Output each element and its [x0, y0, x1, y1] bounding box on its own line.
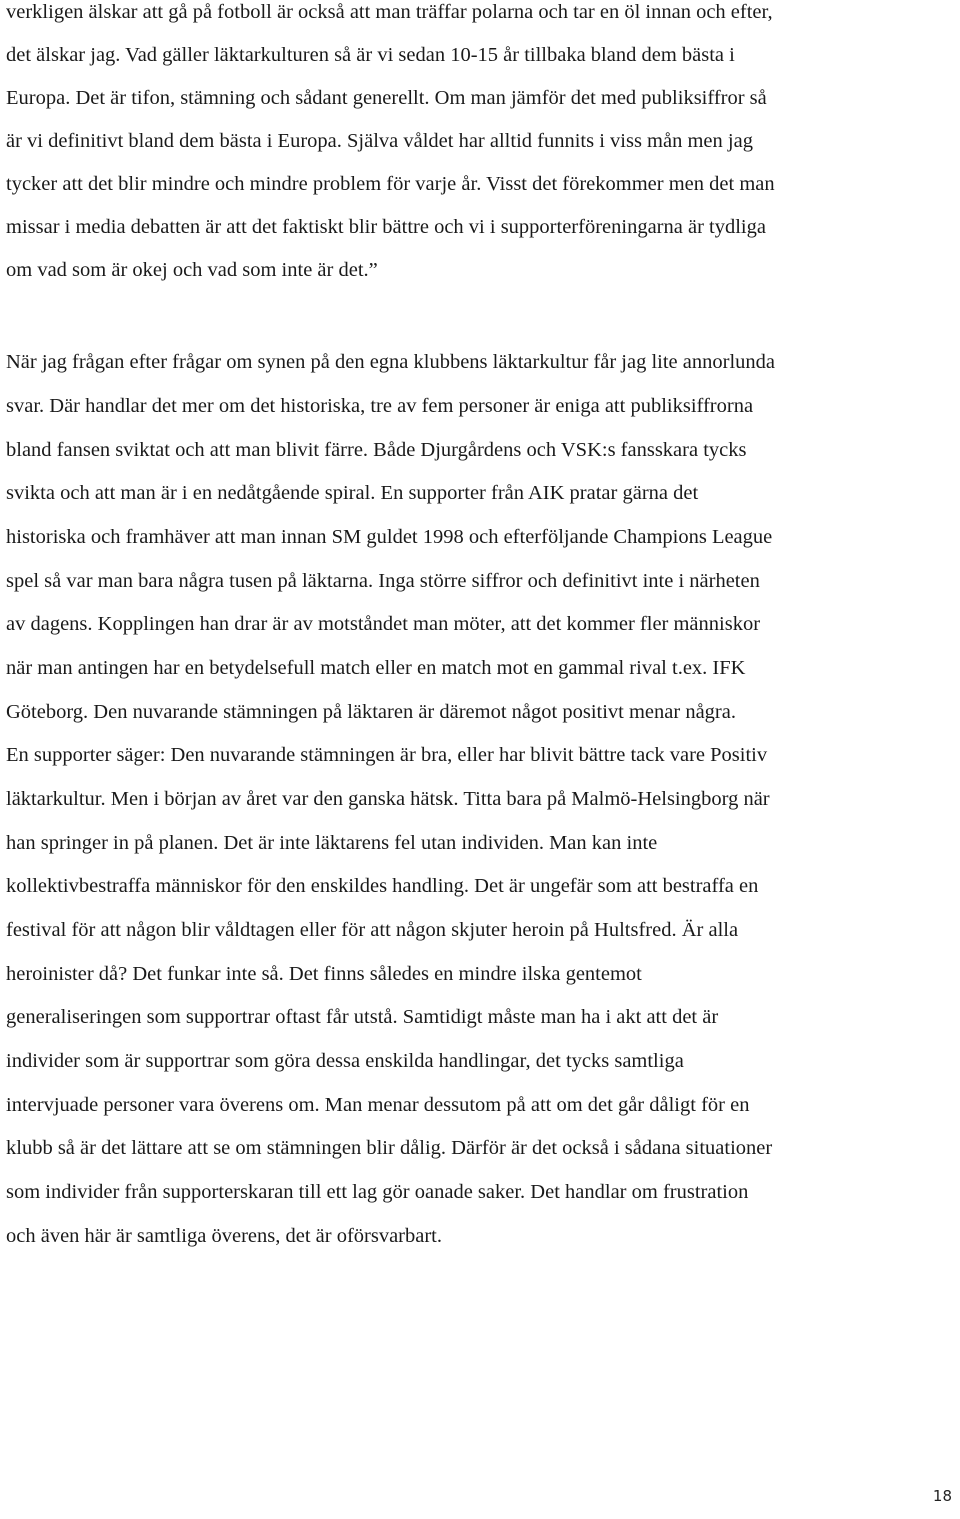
- text-line: generaliseringen som supportrar oftast får utstå. Samtidigt måste man ha i akt att det är: [6, 1006, 719, 1028]
- text-line: klubb så är det lättare att se om stämningen blir dålig. Därför är det också i sådana situationer: [6, 1137, 773, 1159]
- text-line: När jag frågan efter frågar om synen på den egna klubbens läktarkultur får jag lite annorlunda: [6, 351, 776, 373]
- text-line: kollektivbestraffa människor för den enskildes handling. Det är ungefär som att bestraffa en: [6, 875, 759, 897]
- text-line: heroinister då? Det funkar inte så. Det finns således en mindre ilska gentemot: [6, 963, 642, 985]
- page-number: 18: [932, 1487, 952, 1505]
- text-line: Europa. Det är tifon, stämning och sådant generellt. Om man jämför det med publiksiffror så: [6, 87, 767, 109]
- text-line: missar i media debatten är att det faktiskt blir bättre och vi i supporterföreningarna är tydliga: [6, 216, 766, 238]
- text-line: när man antingen har en betydelsefull match eller en match mot en gammal rival t.ex. IFK: [6, 657, 746, 679]
- text-line: spel så var man bara några tusen på läktarna. Inga större siffror och definitivt inte i närheten: [6, 570, 760, 592]
- text-line: individer som är supportrar som göra dessa enskilda handlingar, det tycks samtliga: [6, 1050, 684, 1072]
- text-line: svar. Där handlar det mer om det historiska, tre av fem personer är eniga att publiksiffrorna: [6, 395, 754, 417]
- text-line: svikta och att man är i en nedåtgående spiral. En supporter från AIK pratar gärna det: [6, 482, 699, 504]
- text-line: Göteborg. Den nuvarande stämningen på läktaren är däremot något positivt menar några.: [6, 701, 736, 723]
- text-line: av dagens. Kopplingen han drar är av motståndet man möter, att det kommer fler människor: [6, 613, 761, 635]
- text-line: En supporter säger: Den nuvarande stämningen är bra, eller har blivit bättre tack vare Positiv: [6, 744, 768, 766]
- text-line: bland fansen sviktat och att man blivit färre. Både Djurgårdens och VSK:s fansskara tycks: [6, 439, 747, 461]
- text-line: som individer från supporterskaran till ett lag gör oanade saker. Det handlar om frustration: [6, 1181, 749, 1203]
- text-line: tycker att det blir mindre och mindre problem för varje år. Visst det förekommer men det man: [6, 173, 775, 195]
- text-line: intervjuade personer vara överens om. Man menar dessutom på att om det går dåligt för en: [6, 1094, 750, 1116]
- text-line: är vi definitivt bland dem bästa i Europa. Själva våldet har alltid funnits i viss mån men jag: [6, 130, 753, 152]
- text-line: han springer in på planen. Det är inte läktarens fel utan individen. Man kan inte: [6, 832, 658, 854]
- text-line: och även här är samtliga överens, det är oförsvarbart.: [6, 1225, 443, 1247]
- text-line: om vad som är okej och vad som inte är det.”: [6, 259, 378, 281]
- text-line: verkligen älskar att gå på fotboll är också att man träffar polarna och tar en öl innan och efter,: [6, 1, 773, 23]
- text-line: historiska och framhäver att man innan SM guldet 1998 och efterföljande Champions League: [6, 526, 773, 548]
- text-line: festival för att någon blir våldtagen eller för att någon skjuter heroin på Hultsfred. Är alla: [6, 919, 739, 941]
- text-line: läktarkultur. Men i början av året var den ganska hätsk. Titta bara på Malmö-Helsingborg när: [6, 788, 770, 810]
- text-line: det älskar jag. Vad gäller läktarkulturen så är vi sedan 10-15 år tillbaka bland dem bästa i: [6, 44, 735, 66]
